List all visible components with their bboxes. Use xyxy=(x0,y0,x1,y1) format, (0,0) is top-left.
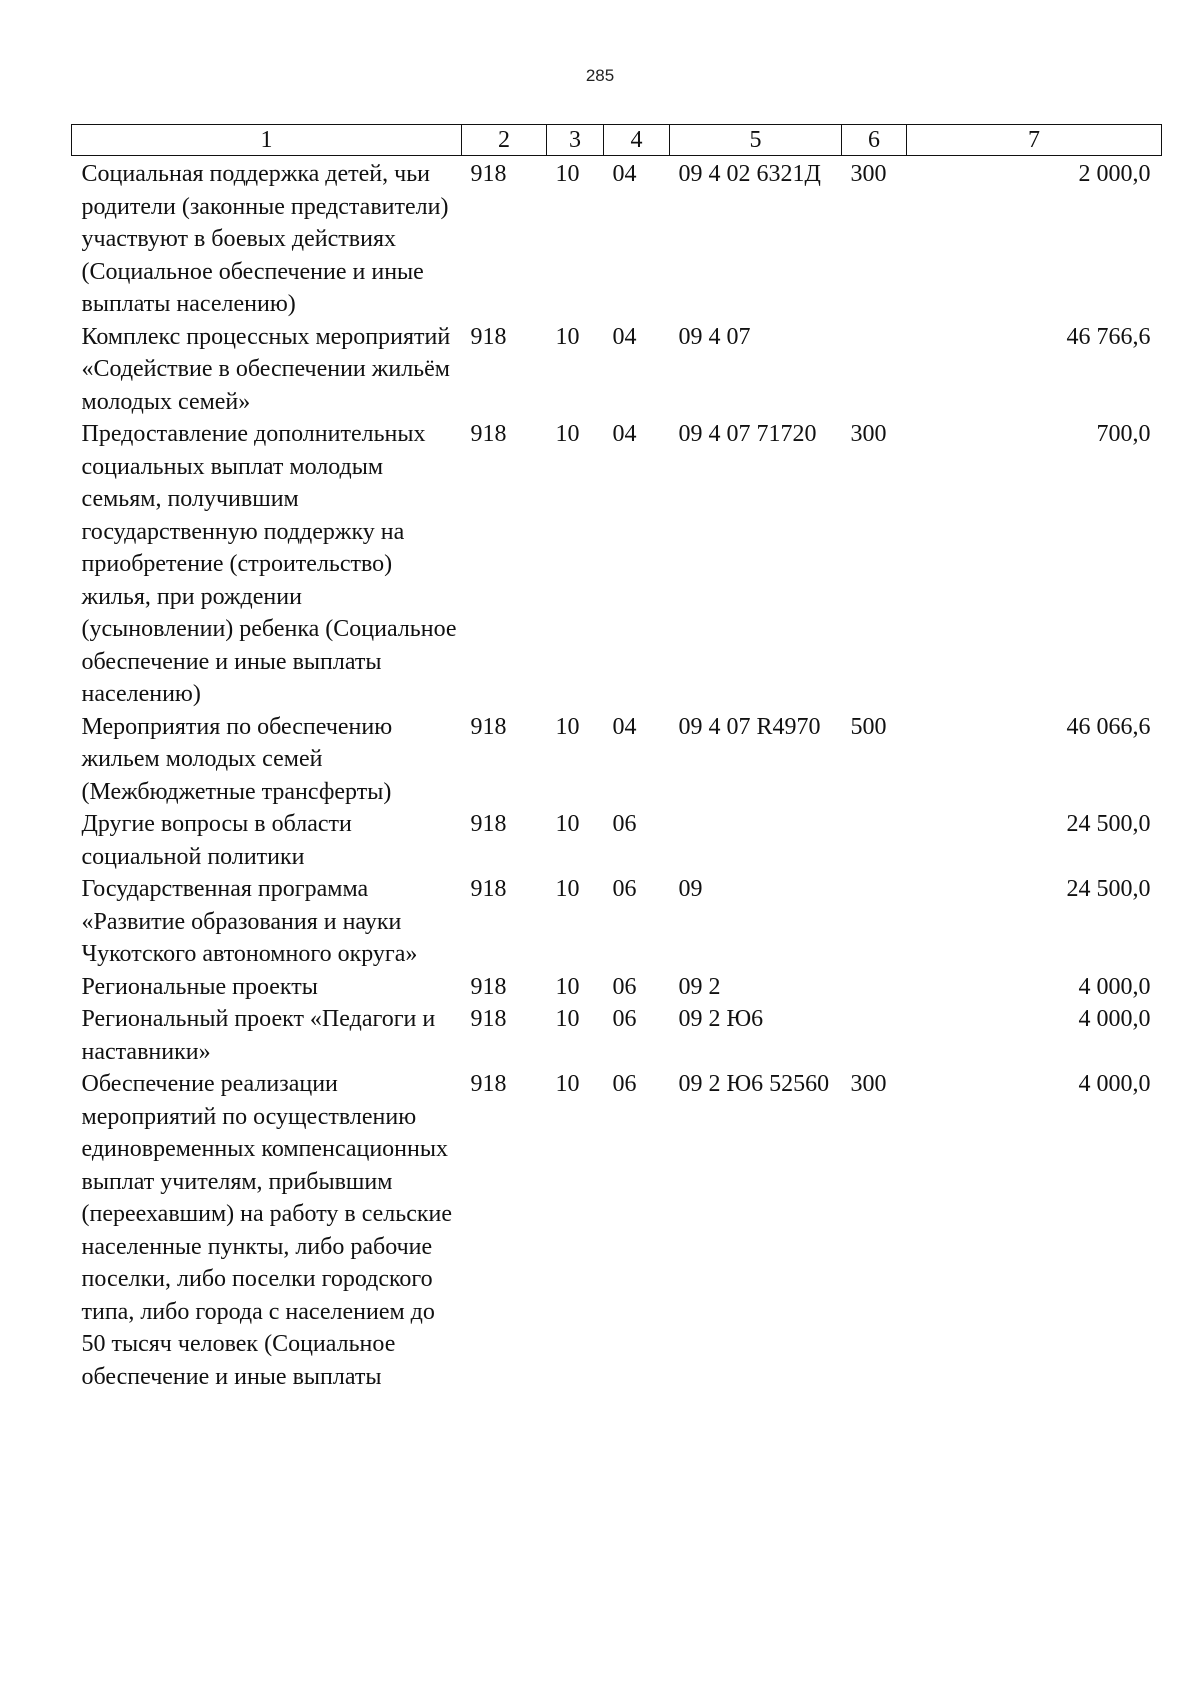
row-subsection: 04 xyxy=(612,161,637,187)
row-grbs: 918 xyxy=(470,811,507,837)
row-section: 10 xyxy=(555,1006,580,1032)
row-grbs: 918 xyxy=(470,161,507,187)
row-target-code: 09 4 02 6321Д xyxy=(678,161,821,187)
column-header: 3 xyxy=(547,125,604,156)
table-row xyxy=(72,711,1162,809)
row-section: 10 xyxy=(555,811,580,837)
table-row xyxy=(72,418,1162,711)
row-expense-type: 300 xyxy=(850,161,887,187)
row-section: 10 xyxy=(555,421,580,447)
row-name: Комплекс процессных мероприятий «Содействие в обеспечении жильём молодых семей» xyxy=(81,323,451,415)
row-expense-type xyxy=(842,808,907,873)
row-grbs: 918 xyxy=(470,973,507,1000)
row-target-code: 09 2 Ю6 xyxy=(678,1006,764,1032)
row-grbs: 918 xyxy=(470,323,507,350)
row-subsection: 04 xyxy=(612,421,637,447)
row-grbs: 918 xyxy=(470,421,507,447)
row-name: Обеспечение реализации мероприятий по осуществлению единовременных компенсационных выплат учителям, прибывшим (переехавшим) на работу в сельские населенные пункты, либо рабочие поселки, либо поселки городского типа, либо города с населением до 50 тысяч человек (Социальное обеспечение и иные выплаты xyxy=(81,1071,453,1390)
row-subsection: 04 xyxy=(612,323,637,350)
table-row xyxy=(72,1068,1162,1393)
table-header-row xyxy=(72,125,1162,156)
row-subsection: 06 xyxy=(612,1006,637,1032)
row-target-code: 09 2 xyxy=(678,973,721,1000)
row-target-code xyxy=(670,808,842,873)
row-name: Региональный проект «Педагоги и наставники» xyxy=(81,1006,436,1065)
row-sum: 24 500,0 xyxy=(1066,811,1151,837)
row-name: Социальная поддержка детей, чьи родители (законные представители) участвуют в боевых действиях (Социальное обеспечение и иные выплаты населению) xyxy=(81,161,449,317)
row-target-code: 09 4 07 71720 xyxy=(678,421,817,447)
row-name: Мероприятия по обеспечению жильем молодых семей (Межбюджетные трансферты) xyxy=(81,713,393,805)
budget-table xyxy=(71,124,1162,1393)
row-sum: 24 500,0 xyxy=(1066,876,1151,902)
row-name: Другие вопросы в области социальной политики xyxy=(81,811,352,870)
row-target-code: 09 4 07 R4970 xyxy=(678,713,821,740)
row-grbs: 918 xyxy=(470,1071,507,1097)
row-expense-type xyxy=(842,1003,907,1068)
row-section: 10 xyxy=(555,876,580,902)
column-header: 5 xyxy=(670,125,842,156)
row-expense-type xyxy=(842,321,907,419)
row-expense-type xyxy=(842,873,907,971)
column-header: 1 xyxy=(72,125,462,156)
row-subsection: 04 xyxy=(612,713,637,740)
row-subsection: 06 xyxy=(612,811,637,837)
table-row xyxy=(72,873,1162,971)
row-section: 10 xyxy=(555,161,580,187)
table-row xyxy=(72,321,1162,419)
row-sum: 46 066,6 xyxy=(1066,713,1151,740)
row-target-code: 09 xyxy=(678,876,703,902)
row-expense-type: 300 xyxy=(850,1071,887,1097)
row-sum: 4 000,0 xyxy=(1078,1006,1151,1032)
row-sum: 2 000,0 xyxy=(1078,161,1151,187)
row-name: Государственная программа «Развитие образования и науки Чукотского автономного округа» xyxy=(81,876,418,967)
row-subsection: 06 xyxy=(612,1071,637,1097)
table-row xyxy=(72,971,1162,1004)
row-section: 10 xyxy=(555,1071,580,1097)
column-header: 6 xyxy=(842,125,907,156)
row-target-code: 09 2 Ю6 52560 xyxy=(678,1071,830,1097)
table-row xyxy=(72,156,1162,321)
column-header: 7 xyxy=(907,125,1162,156)
row-expense-type xyxy=(842,971,907,1004)
column-header: 4 xyxy=(604,125,670,156)
row-target-code: 09 4 07 xyxy=(678,323,751,350)
row-section: 10 xyxy=(555,323,580,350)
row-grbs: 918 xyxy=(470,1006,507,1032)
row-sum: 700,0 xyxy=(1096,421,1151,447)
row-sum: 4 000,0 xyxy=(1078,1071,1151,1097)
row-expense-type: 500 xyxy=(850,713,887,740)
row-sum: 4 000,0 xyxy=(1078,973,1151,1000)
row-section: 10 xyxy=(555,973,580,1000)
page-number: 285 xyxy=(585,66,615,85)
table-row xyxy=(72,808,1162,873)
row-name: Предоставление дополнительных социальных выплат молодым семьям, получившим государственную поддержку на приобретение (строительство) жилья, при рождении (усыновлении) ребенка (Социальное обеспечение и иные выплаты населению) xyxy=(81,421,457,707)
row-name: Региональные проекты xyxy=(81,973,318,1000)
row-grbs: 918 xyxy=(470,713,507,740)
row-section: 10 xyxy=(555,713,580,740)
row-subsection: 06 xyxy=(612,973,637,1000)
table-row xyxy=(72,1003,1162,1068)
column-header: 2 xyxy=(462,125,547,156)
row-sum: 46 766,6 xyxy=(1066,323,1151,350)
row-subsection: 06 xyxy=(612,876,637,902)
row-expense-type: 300 xyxy=(850,421,887,447)
row-grbs: 918 xyxy=(470,876,507,902)
